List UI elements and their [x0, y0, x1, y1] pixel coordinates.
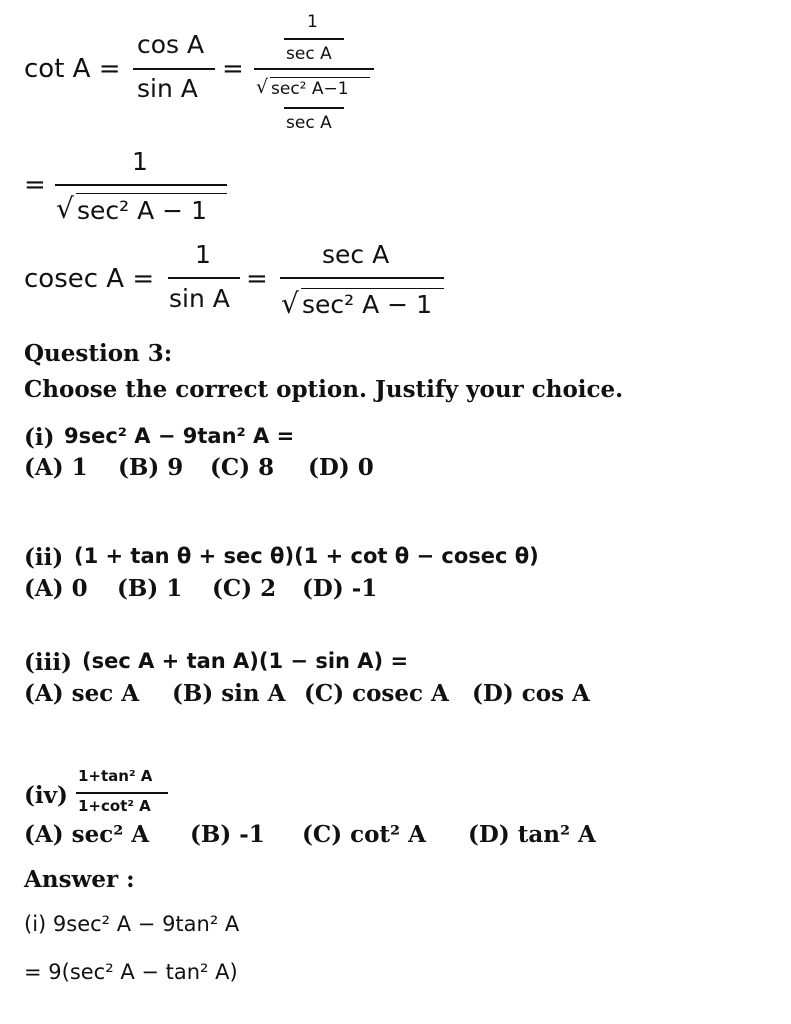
eq3-radical-bar	[301, 288, 444, 289]
eq1-nested-bottom: sec A	[286, 113, 332, 133]
q-iii-label: (iii)	[24, 649, 72, 676]
eq1-nested-top-denominator: sec A	[286, 44, 332, 64]
q-iii-option-d: (D) cos A	[472, 680, 590, 707]
q-ii-option-c: (C) 2	[212, 575, 277, 602]
q-iv-option-a: (A) sec² A	[24, 821, 150, 848]
eq1-frac1-denominator: sin A	[137, 74, 198, 103]
eq1-nested-bottom-bar	[284, 107, 344, 109]
eq2-radical-bar	[76, 193, 227, 194]
eq2-numerator: 1	[132, 147, 148, 176]
answer-line-2: = 9(sec² A − tan² A)	[24, 960, 238, 984]
eq3-frac1-denominator: sin A	[169, 284, 230, 313]
eq1-radical-bar	[270, 77, 370, 78]
question-instruction: Choose the correct option. Justify your choice.	[24, 376, 624, 403]
q-i-option-b: (B) 9	[118, 454, 184, 481]
eq3-frac1-bar	[168, 277, 240, 279]
q-i-label: (i)	[24, 424, 55, 451]
q-ii-option-d: (D) -1	[302, 575, 378, 602]
eq3-radicand: sec² A − 1	[302, 290, 432, 319]
answer-line-1: (i) 9sec² A − 9tan² A	[24, 912, 240, 936]
eq2-equals: =	[24, 170, 46, 200]
eq1-nested-top-bar	[284, 38, 344, 40]
eq3-frac2-bar	[280, 277, 444, 279]
q-iv-numerator: 1+tan² A	[78, 767, 153, 785]
eq1-equals: =	[222, 54, 244, 84]
eq1-nested-main-bar	[254, 68, 374, 70]
eq1-frac1-bar	[133, 68, 215, 70]
q-iv-option-d: (D) tan² A	[468, 821, 596, 848]
q-ii-expression: (1 + tan θ + sec θ)(1 + cot θ − cosec θ)	[74, 544, 539, 568]
eq1-nested-radicand: sec² A−1	[271, 79, 349, 99]
q-iii-expression: (sec A + tan A)(1 − sin A) =	[82, 649, 409, 673]
eq3-lhs: cosec A =	[24, 264, 155, 294]
radical-icon: √	[281, 287, 299, 320]
q-iv-denominator: 1+cot² A	[78, 797, 151, 815]
q-i-option-a: (A) 1	[24, 454, 88, 481]
radical-icon: √	[56, 192, 74, 225]
radical-icon: √	[256, 76, 269, 98]
eq2-radicand: sec² A − 1	[77, 196, 207, 225]
q-ii-option-a: (A) 0	[24, 575, 88, 602]
q-i-expression: 9sec² A − 9tan² A =	[64, 424, 295, 448]
q-ii-option-b: (B) 1	[117, 575, 183, 602]
eq1-lhs: cot A =	[24, 54, 121, 84]
eq3-frac1-numerator: 1	[195, 240, 211, 269]
eq3-frac2-numerator: sec A	[322, 240, 390, 269]
eq1-nested-top-numerator: 1	[307, 12, 318, 32]
eq1-frac1-numerator: cos A	[137, 30, 205, 59]
q-i-option-c: (C) 8	[210, 454, 275, 481]
q-ii-label: (ii)	[24, 544, 64, 571]
q-iv-option-c: (C) cot² A	[302, 821, 426, 848]
q-iii-option-c: (C) cosec A	[304, 680, 449, 707]
answer-title: Answer :	[24, 866, 135, 893]
eq2-frac-bar	[55, 184, 227, 186]
q-iv-frac-bar	[76, 792, 168, 794]
q-iv-label: (iv)	[24, 782, 68, 809]
q-iv-option-b: (B) -1	[190, 821, 265, 848]
q-iii-option-b: (B) sin A	[172, 680, 286, 707]
q-i-option-d: (D) 0	[308, 454, 374, 481]
q-iii-option-a: (A) sec A	[24, 680, 140, 707]
question-title: Question 3:	[24, 340, 173, 367]
eq3-equals: =	[246, 264, 268, 294]
